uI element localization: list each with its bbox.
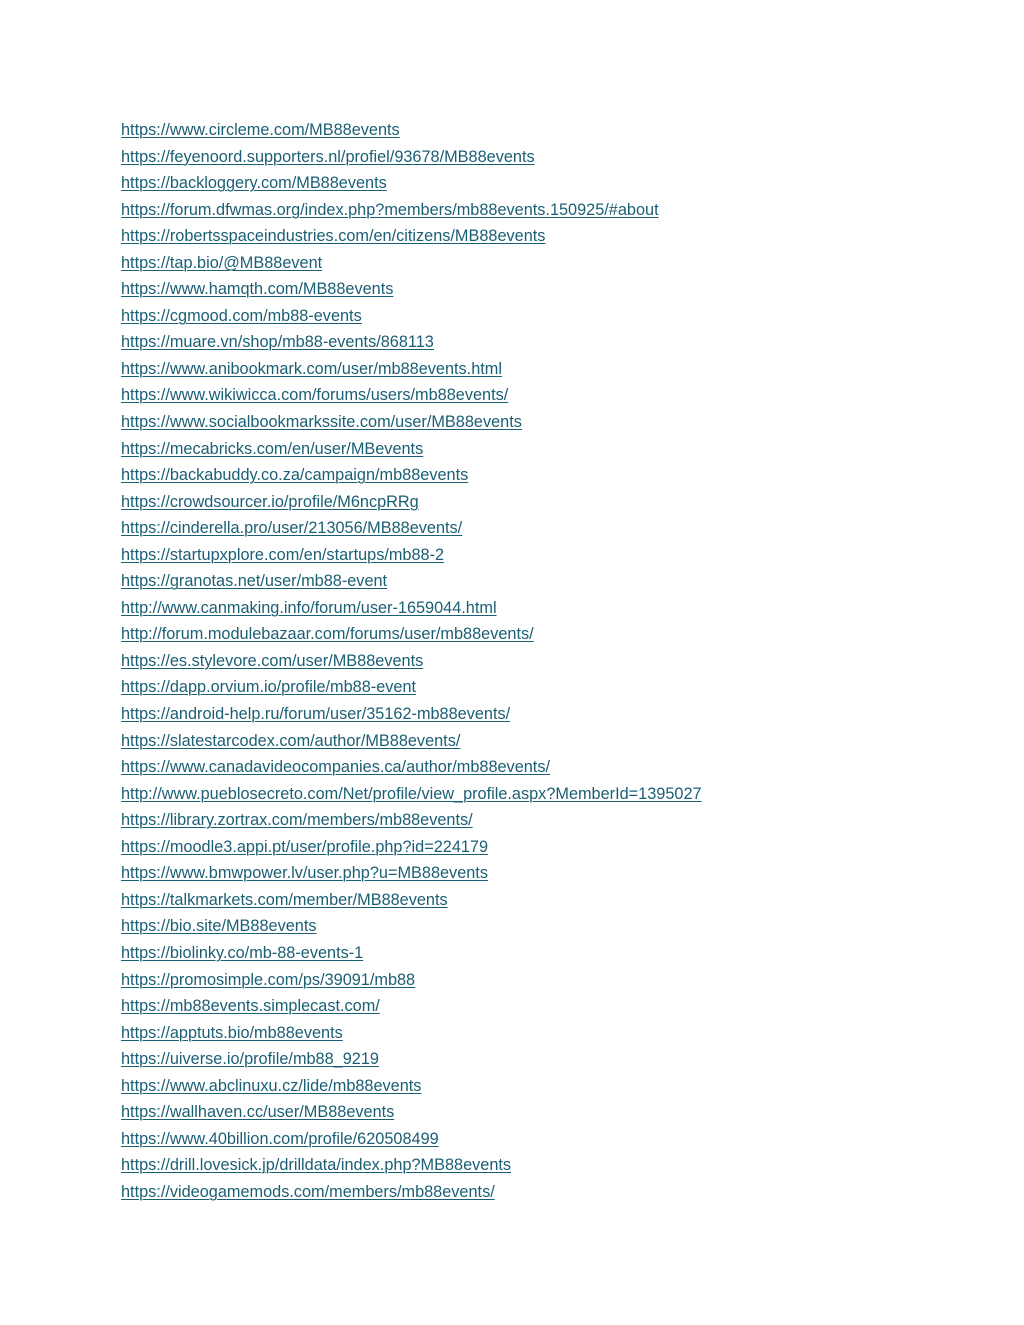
link[interactable]: http://www.pueblosecreto.com/Net/profile/view_profile.aspx?MemberId=1395027 bbox=[121, 784, 702, 803]
link[interactable]: https://www.anibookmark.com/user/mb88events.html bbox=[121, 359, 502, 378]
list-item bbox=[121, 570, 702, 597]
link[interactable]: https://android-help.ru/forum/user/35162-mb88events/ bbox=[121, 705, 511, 724]
link[interactable]: http://forum.modulebazaar.com/forums/user/mb88events/ bbox=[121, 625, 534, 644]
link[interactable]: https://drill.lovesick.jp/drilldata/index.php?MB88events bbox=[121, 1156, 512, 1175]
list-item bbox=[121, 1022, 702, 1049]
link[interactable]: https://backloggery.com/MB88events bbox=[121, 174, 387, 193]
link[interactable]: https://apptuts.bio/mb88events bbox=[121, 1023, 343, 1042]
list-item bbox=[121, 597, 702, 624]
link[interactable]: https://www.abclinuxu.cz/lide/mb88events bbox=[121, 1076, 422, 1095]
list-item bbox=[121, 730, 702, 757]
link[interactable]: https://videogamemods.com/members/mb88events/ bbox=[121, 1182, 495, 1201]
list-item bbox=[121, 1048, 702, 1075]
link[interactable]: https://feyenoord.supporters.nl/profiel/93678/MB88events bbox=[121, 147, 535, 166]
link[interactable]: https://biolinky.co/mb-88-events-1 bbox=[121, 943, 364, 962]
list-item bbox=[121, 623, 702, 650]
list-item bbox=[121, 252, 702, 279]
link[interactable]: https://mb88events.simplecast.com/ bbox=[121, 997, 380, 1016]
list-item bbox=[121, 172, 702, 199]
list-item bbox=[121, 783, 702, 810]
list-item bbox=[121, 119, 702, 146]
link[interactable]: https://forum.dfwmas.org/index.php?members/mb88events.150925/#about bbox=[121, 200, 659, 219]
list-item bbox=[121, 1154, 702, 1181]
list-item bbox=[121, 1101, 702, 1128]
link[interactable]: https://www.bmwpower.lv/user.php?u=MB88events bbox=[121, 864, 488, 883]
list-item bbox=[121, 676, 702, 703]
list-item bbox=[121, 1075, 702, 1102]
link[interactable]: https://www.socialbookmarkssite.com/user/MB88events bbox=[121, 413, 522, 432]
list-item bbox=[121, 278, 702, 305]
list-item bbox=[121, 703, 702, 730]
list-item bbox=[121, 438, 702, 465]
link[interactable]: https://library.zortrax.com/members/mb88events/ bbox=[121, 811, 473, 830]
list-item bbox=[121, 305, 702, 332]
list-item bbox=[121, 146, 702, 173]
list-item bbox=[121, 942, 702, 969]
link[interactable]: https://wallhaven.cc/user/MB88events bbox=[121, 1103, 395, 1122]
list-item bbox=[121, 889, 702, 916]
list-item bbox=[121, 491, 702, 518]
link[interactable]: https://talkmarkets.com/member/MB88events bbox=[121, 890, 448, 909]
list-item bbox=[121, 809, 702, 836]
link[interactable]: https://www.hamqth.com/MB88events bbox=[121, 280, 394, 299]
list-item bbox=[121, 969, 702, 996]
link[interactable]: https://www.circleme.com/MB88events bbox=[121, 121, 400, 139]
link[interactable]: https://es.stylevore.com/user/MB88events bbox=[121, 651, 424, 670]
link[interactable]: https://www.40billion.com/profile/620508499 bbox=[121, 1129, 439, 1148]
list-item bbox=[121, 384, 702, 411]
link[interactable]: https://startupxplore.com/en/startups/mb88-2 bbox=[121, 545, 445, 564]
link[interactable]: https://www.canadavideocompanies.ca/author/mb88events/ bbox=[121, 758, 550, 777]
list-item bbox=[121, 650, 702, 677]
link[interactable]: https://cgmood.com/mb88-events bbox=[121, 306, 362, 325]
link[interactable]: https://granotas.net/user/mb88-event bbox=[121, 572, 388, 591]
link[interactable]: https://promosimple.com/ps/39091/mb88 bbox=[121, 970, 416, 989]
list-item bbox=[121, 862, 702, 889]
list-item bbox=[121, 517, 702, 544]
list-item bbox=[121, 225, 702, 252]
list-item bbox=[121, 199, 702, 226]
link[interactable]: https://bio.site/MB88events bbox=[121, 917, 317, 936]
link[interactable]: https://moodle3.appi.pt/user/profile.php?id=224179 bbox=[121, 837, 489, 856]
link[interactable]: https://slatestarcodex.com/author/MB88events/ bbox=[121, 731, 461, 750]
link[interactable]: https://muare.vn/shop/mb88-events/868113 bbox=[121, 333, 434, 352]
link[interactable]: https://dapp.orvium.io/profile/mb88-event bbox=[121, 678, 417, 697]
list-item bbox=[121, 1181, 702, 1208]
link[interactable]: https://www.wikiwicca.com/forums/users/mb88events/ bbox=[121, 386, 509, 405]
list-item bbox=[121, 756, 702, 783]
link[interactable]: https://mecabricks.com/en/user/MBevents bbox=[121, 439, 424, 458]
link[interactable]: https://tap.bio/@MB88event bbox=[121, 253, 323, 272]
list-item bbox=[121, 411, 702, 438]
list-item bbox=[121, 836, 702, 863]
link[interactable]: https://cinderella.pro/user/213056/MB88events/ bbox=[121, 519, 463, 538]
list-item bbox=[121, 995, 702, 1022]
link[interactable]: https://backabuddy.co.za/campaign/mb88events bbox=[121, 466, 469, 485]
link[interactable]: https://robertsspaceindustries.com/en/citizens/MB88events bbox=[121, 227, 546, 246]
list-item bbox=[121, 1128, 702, 1155]
link-list bbox=[121, 119, 702, 1207]
list-item bbox=[121, 358, 702, 385]
list-item bbox=[121, 915, 702, 942]
link[interactable]: http://www.canmaking.info/forum/user-1659044.html bbox=[121, 598, 497, 617]
link[interactable]: https://crowdsourcer.io/profile/M6ncpRRg bbox=[121, 492, 419, 511]
list-item bbox=[121, 544, 702, 571]
list-item bbox=[121, 464, 702, 491]
list-item bbox=[121, 331, 702, 358]
link[interactable]: https://uiverse.io/profile/mb88_9219 bbox=[121, 1050, 379, 1069]
